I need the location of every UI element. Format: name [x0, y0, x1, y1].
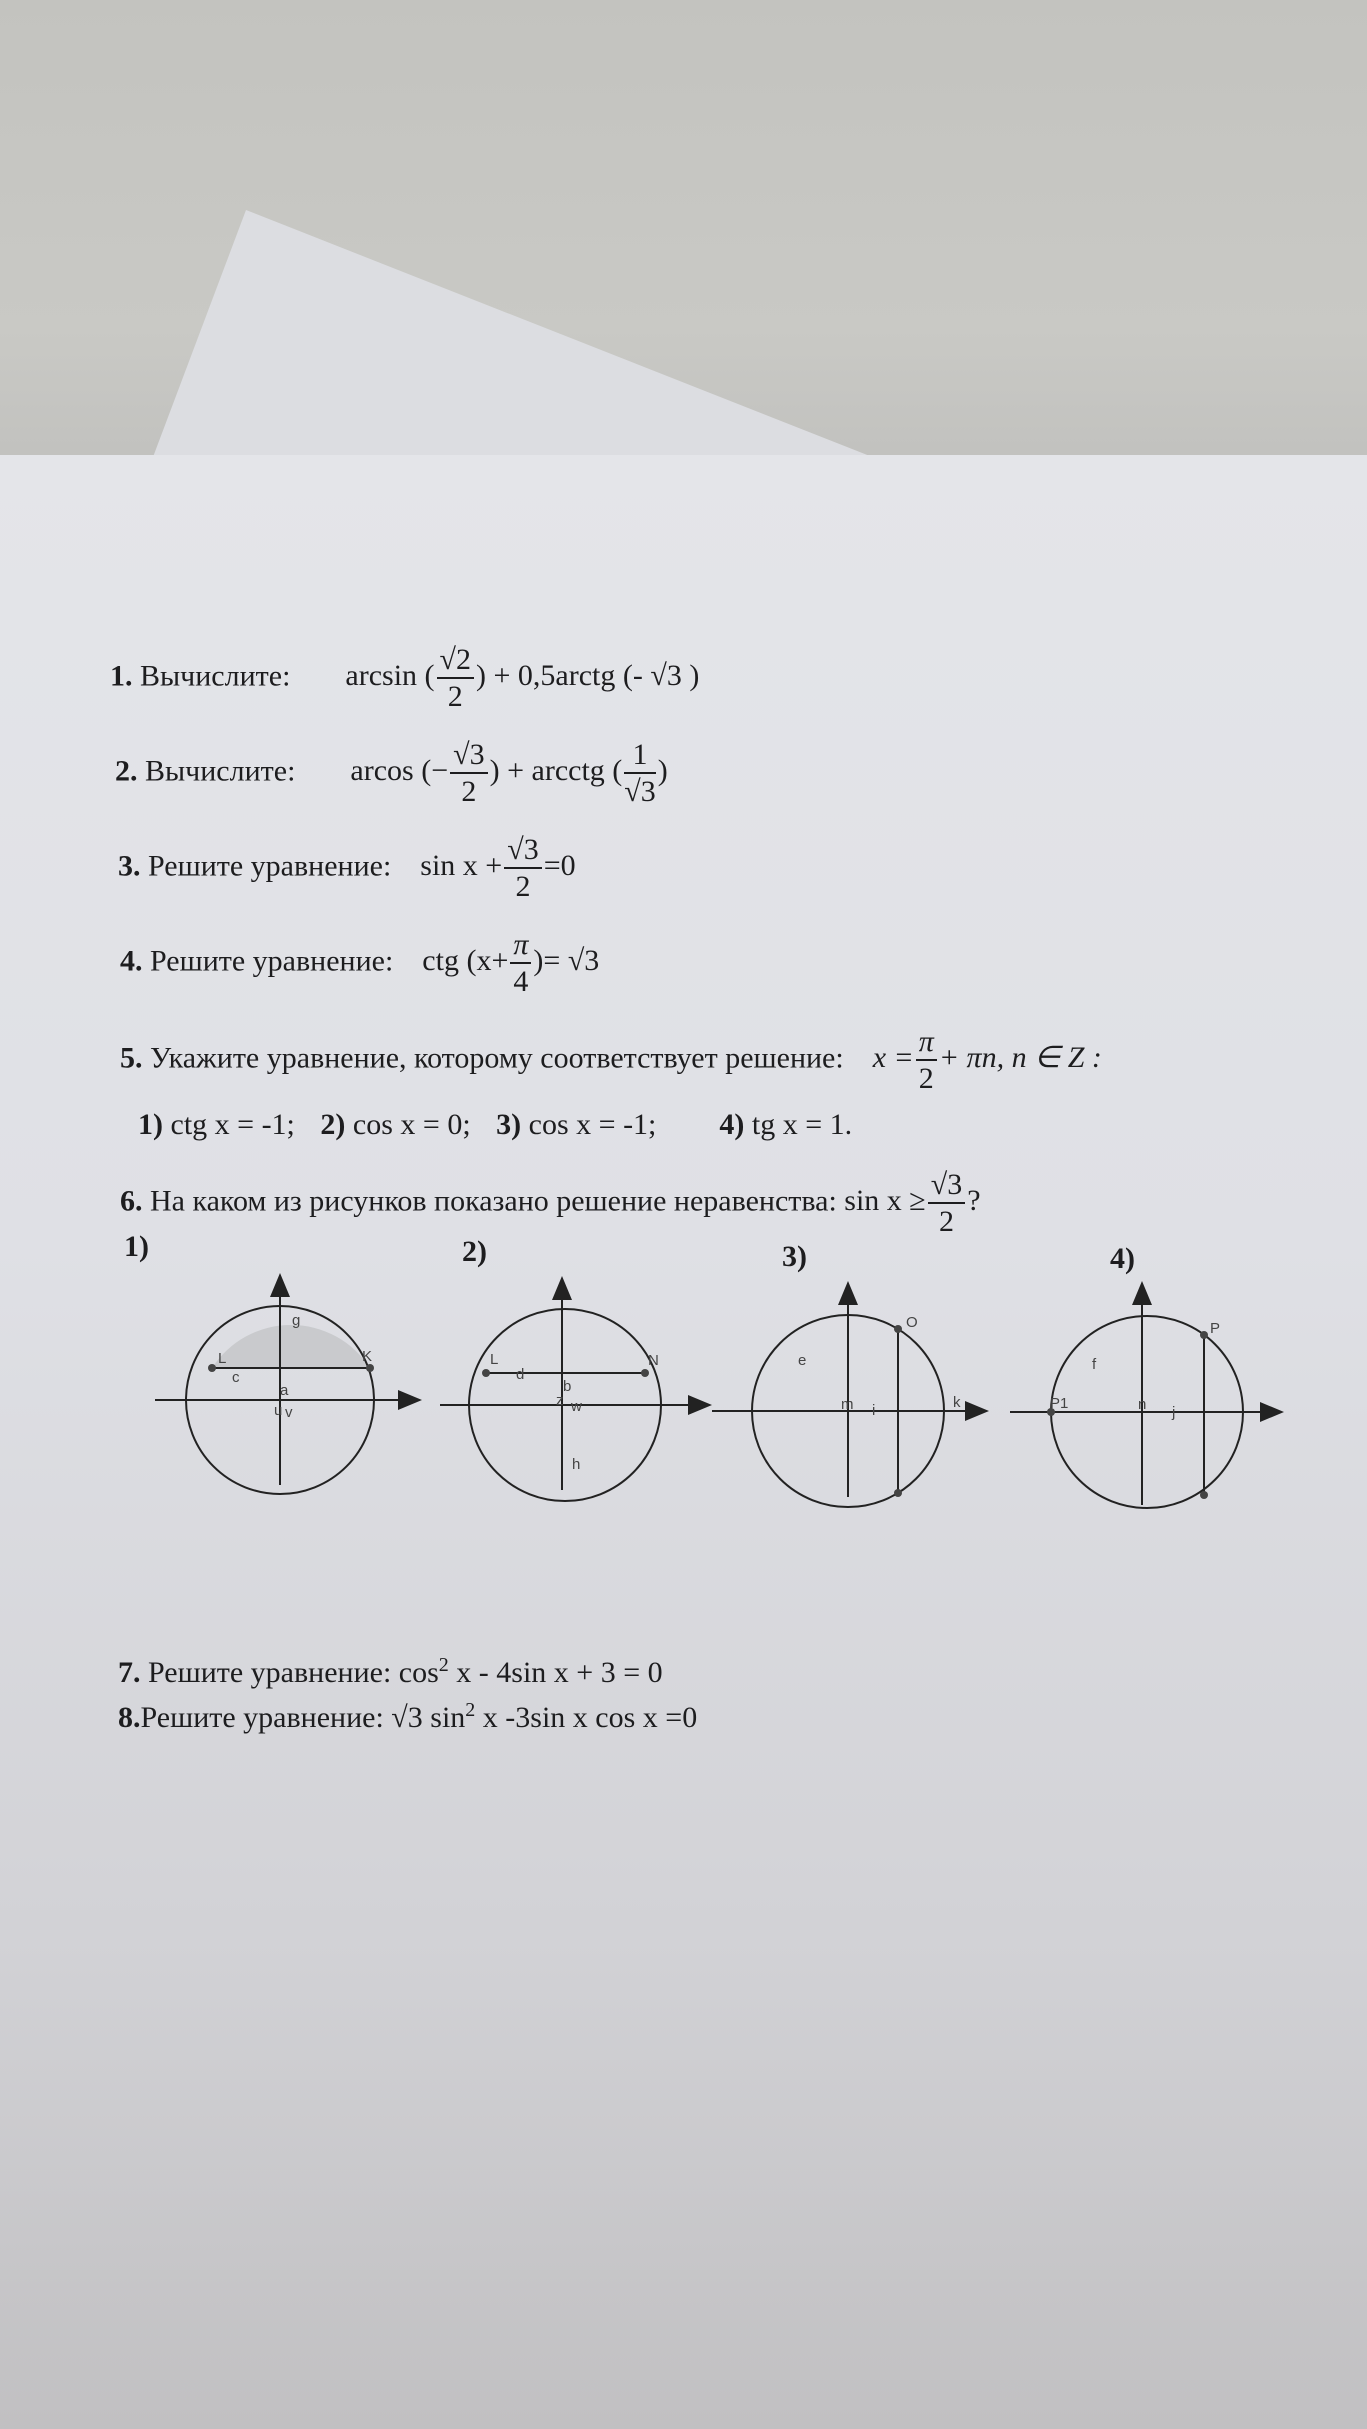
back-paper-sheet: [0, 0, 1367, 480]
point-label: L: [490, 1351, 499, 1368]
point-label: L: [218, 1350, 227, 1367]
answer-option: 4) tg x = 1.: [719, 1108, 853, 1141]
figure-label: 2): [462, 1235, 487, 1268]
point-label: z: [556, 1392, 564, 1409]
figure-1-unit-circle: [155, 1277, 418, 1494]
task-label: Решите уравнение:: [148, 849, 392, 883]
figure-4-unit-circle: [1010, 1285, 1280, 1508]
task-4: [120, 930, 599, 997]
task-label: Укажите уравнение, которому соответствует решение:: [150, 1041, 844, 1075]
figure-2-unit-circle: [440, 1280, 708, 1501]
unit-circle-figures: [0, 1265, 1367, 1565]
point-label: g: [292, 1312, 301, 1329]
answer-option: 3) cos x = -1;: [496, 1108, 657, 1141]
point-label: c: [232, 1369, 240, 1386]
figure-label: 1): [124, 1230, 149, 1263]
point-label: m: [841, 1396, 854, 1413]
task-number: 7.: [118, 1656, 141, 1689]
task-number: 2.: [115, 754, 138, 788]
point-label: h: [572, 1456, 581, 1473]
point-label: f: [1092, 1356, 1097, 1373]
task-2: [115, 740, 668, 807]
point-label: k: [953, 1394, 961, 1411]
task-8: [118, 1700, 697, 1733]
task-6: [120, 1170, 981, 1237]
point-label: b: [563, 1378, 572, 1395]
task-3: [118, 835, 576, 902]
task-label: Решите уравнение:: [148, 1656, 392, 1689]
point-label: K: [362, 1348, 373, 1365]
point-label: u: [274, 1402, 283, 1419]
point-label: i: [872, 1402, 876, 1419]
task-7: [118, 1655, 663, 1688]
figure-label: 4): [1110, 1242, 1135, 1275]
task-label: Вычислите:: [145, 754, 296, 788]
point-label: N: [648, 1352, 659, 1369]
point-label: v: [285, 1404, 293, 1421]
task-expression: x = $\frac{\pi}{2}$ + πn, n ∈ Z :: [872, 1025, 1102, 1095]
task-expression: sin x + $\frac{√3}{2}$ =0: [420, 833, 576, 903]
task-5: [120, 1027, 1102, 1094]
task-number: 1.: [110, 659, 133, 693]
point-label: O: [906, 1314, 918, 1331]
task-1: [110, 645, 699, 712]
point-label: d: [516, 1366, 525, 1383]
point-label: w: [571, 1398, 582, 1415]
point-label: n: [1138, 1396, 1147, 1413]
task-label: Вычислите:: [140, 659, 291, 693]
point-label: P1: [1050, 1395, 1069, 1412]
task-label: На каком из рисунков показано решение неравенства:: [150, 1184, 837, 1218]
task-expression: arcos (− $\frac{√3}{2}$ ) + arcctg ( $\frac{1}{√3}$ ): [350, 738, 668, 808]
task-expression: $\cos^2 x - 4\sin$ x + 3 = 0: [398, 1654, 663, 1689]
figure-label: 3): [782, 1240, 807, 1273]
point-label: a: [280, 1382, 289, 1399]
task-expression: ctg (x+ $\frac{\pi}{4}$ )= √3: [422, 928, 600, 998]
task-number: 5.: [120, 1041, 143, 1075]
task-expression: sin x ≥ $\frac{√3}{2}$ ?: [844, 1168, 981, 1238]
answer-option: 2) cos x = 0;: [320, 1108, 471, 1141]
task-expression: arcsin ( $\frac{√2}{2}$ ) + 0,5arctg (- √3 ): [345, 643, 700, 713]
point-label: e: [798, 1352, 807, 1369]
worksheet-page: [0, 455, 1367, 2429]
figure-3-unit-circle: [712, 1285, 985, 1507]
task-number: 4.: [120, 944, 143, 978]
task-5-options: [138, 1110, 870, 1140]
task-label: Решите уравнение:: [140, 1701, 384, 1734]
task-label: Решите уравнение:: [150, 944, 394, 978]
point-label: P: [1210, 1320, 1221, 1337]
answer-option: 1) ctg x = -1;: [138, 1108, 295, 1141]
task-number: 3.: [118, 849, 141, 883]
task-number: 8.: [118, 1701, 141, 1734]
task-expression: √3 $\sin^2 x$ -3sin x cos x =0: [391, 1699, 698, 1734]
task-number: 6.: [120, 1184, 143, 1218]
point-label: j: [1172, 1404, 1176, 1421]
